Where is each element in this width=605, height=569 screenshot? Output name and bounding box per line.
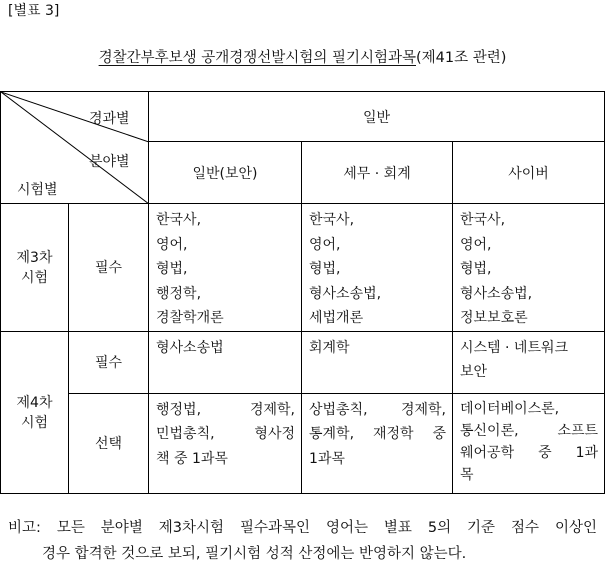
header-course: 경과별 <box>89 111 130 127</box>
exam4-required-cyber: 시스템 · 네트워크 보안 <box>453 331 605 393</box>
title-main: 경찰간부후보생 공개경쟁선발시험의 필기시험과목 <box>98 50 416 66</box>
appendix-label: [별표 3] <box>8 3 60 19</box>
exam4-elective-general: 행정법, 경제학, 민법총칙, 형사정 책 중 1과목 <box>149 393 302 493</box>
exam4-elective-cyber: 데이터베이스론, 통신이론, 소프트 웨어공학 중 1과 목 <box>453 393 605 493</box>
exam3-subjects-tax: 한국사, 영어, 형법, 형사소송법, 세법개론 <box>302 204 453 332</box>
exam4-type-elective: 선택 <box>69 393 149 493</box>
exam4-label: 제4차 시험 <box>1 331 69 493</box>
exam3-subjects-general: 한국사, 영어, 형법, 행정학, 경찰학개론 <box>149 204 302 332</box>
remarks-line-1: 비고: 모든 분야별 제3차시험 필수과목인 영어는 별표 5의 기준 점수 이상인 <box>8 520 597 536</box>
header-exam: 시험별 <box>17 182 58 198</box>
remarks-line-2: 경우 합격한 것으로 보되, 필기시험 성적 산정에는 반영하지 않는다. <box>42 546 467 562</box>
exam-subjects-table <box>0 91 605 494</box>
field-general-security: 일반(보안) <box>149 142 302 204</box>
group-header-general: 일반 <box>149 92 605 142</box>
header-field: 분야별 <box>89 154 130 170</box>
exam4-required-tax: 회계학 <box>302 331 453 393</box>
exam4-type-required: 필수 <box>69 331 149 393</box>
exam4-required-general: 형사소송법 <box>149 331 302 393</box>
exam3-label: 제3차 시험 <box>1 204 69 332</box>
document-title <box>0 46 605 67</box>
exam3-subjects-cyber: 한국사, 영어, 형법, 형사소송법, 정보보호론 <box>453 204 605 332</box>
remarks-note <box>8 515 597 567</box>
diagonal-header-cell <box>1 92 149 204</box>
title-reference: (제41조 관련) <box>415 50 507 66</box>
exam4-elective-tax: 상법총칙, 경제학, 통계학, 재정학 중 1과목 <box>302 393 453 493</box>
field-tax-accounting: 세무 · 회계 <box>302 142 453 204</box>
field-cyber: 사이버 <box>453 142 605 204</box>
exam3-type-required: 필수 <box>69 204 149 332</box>
